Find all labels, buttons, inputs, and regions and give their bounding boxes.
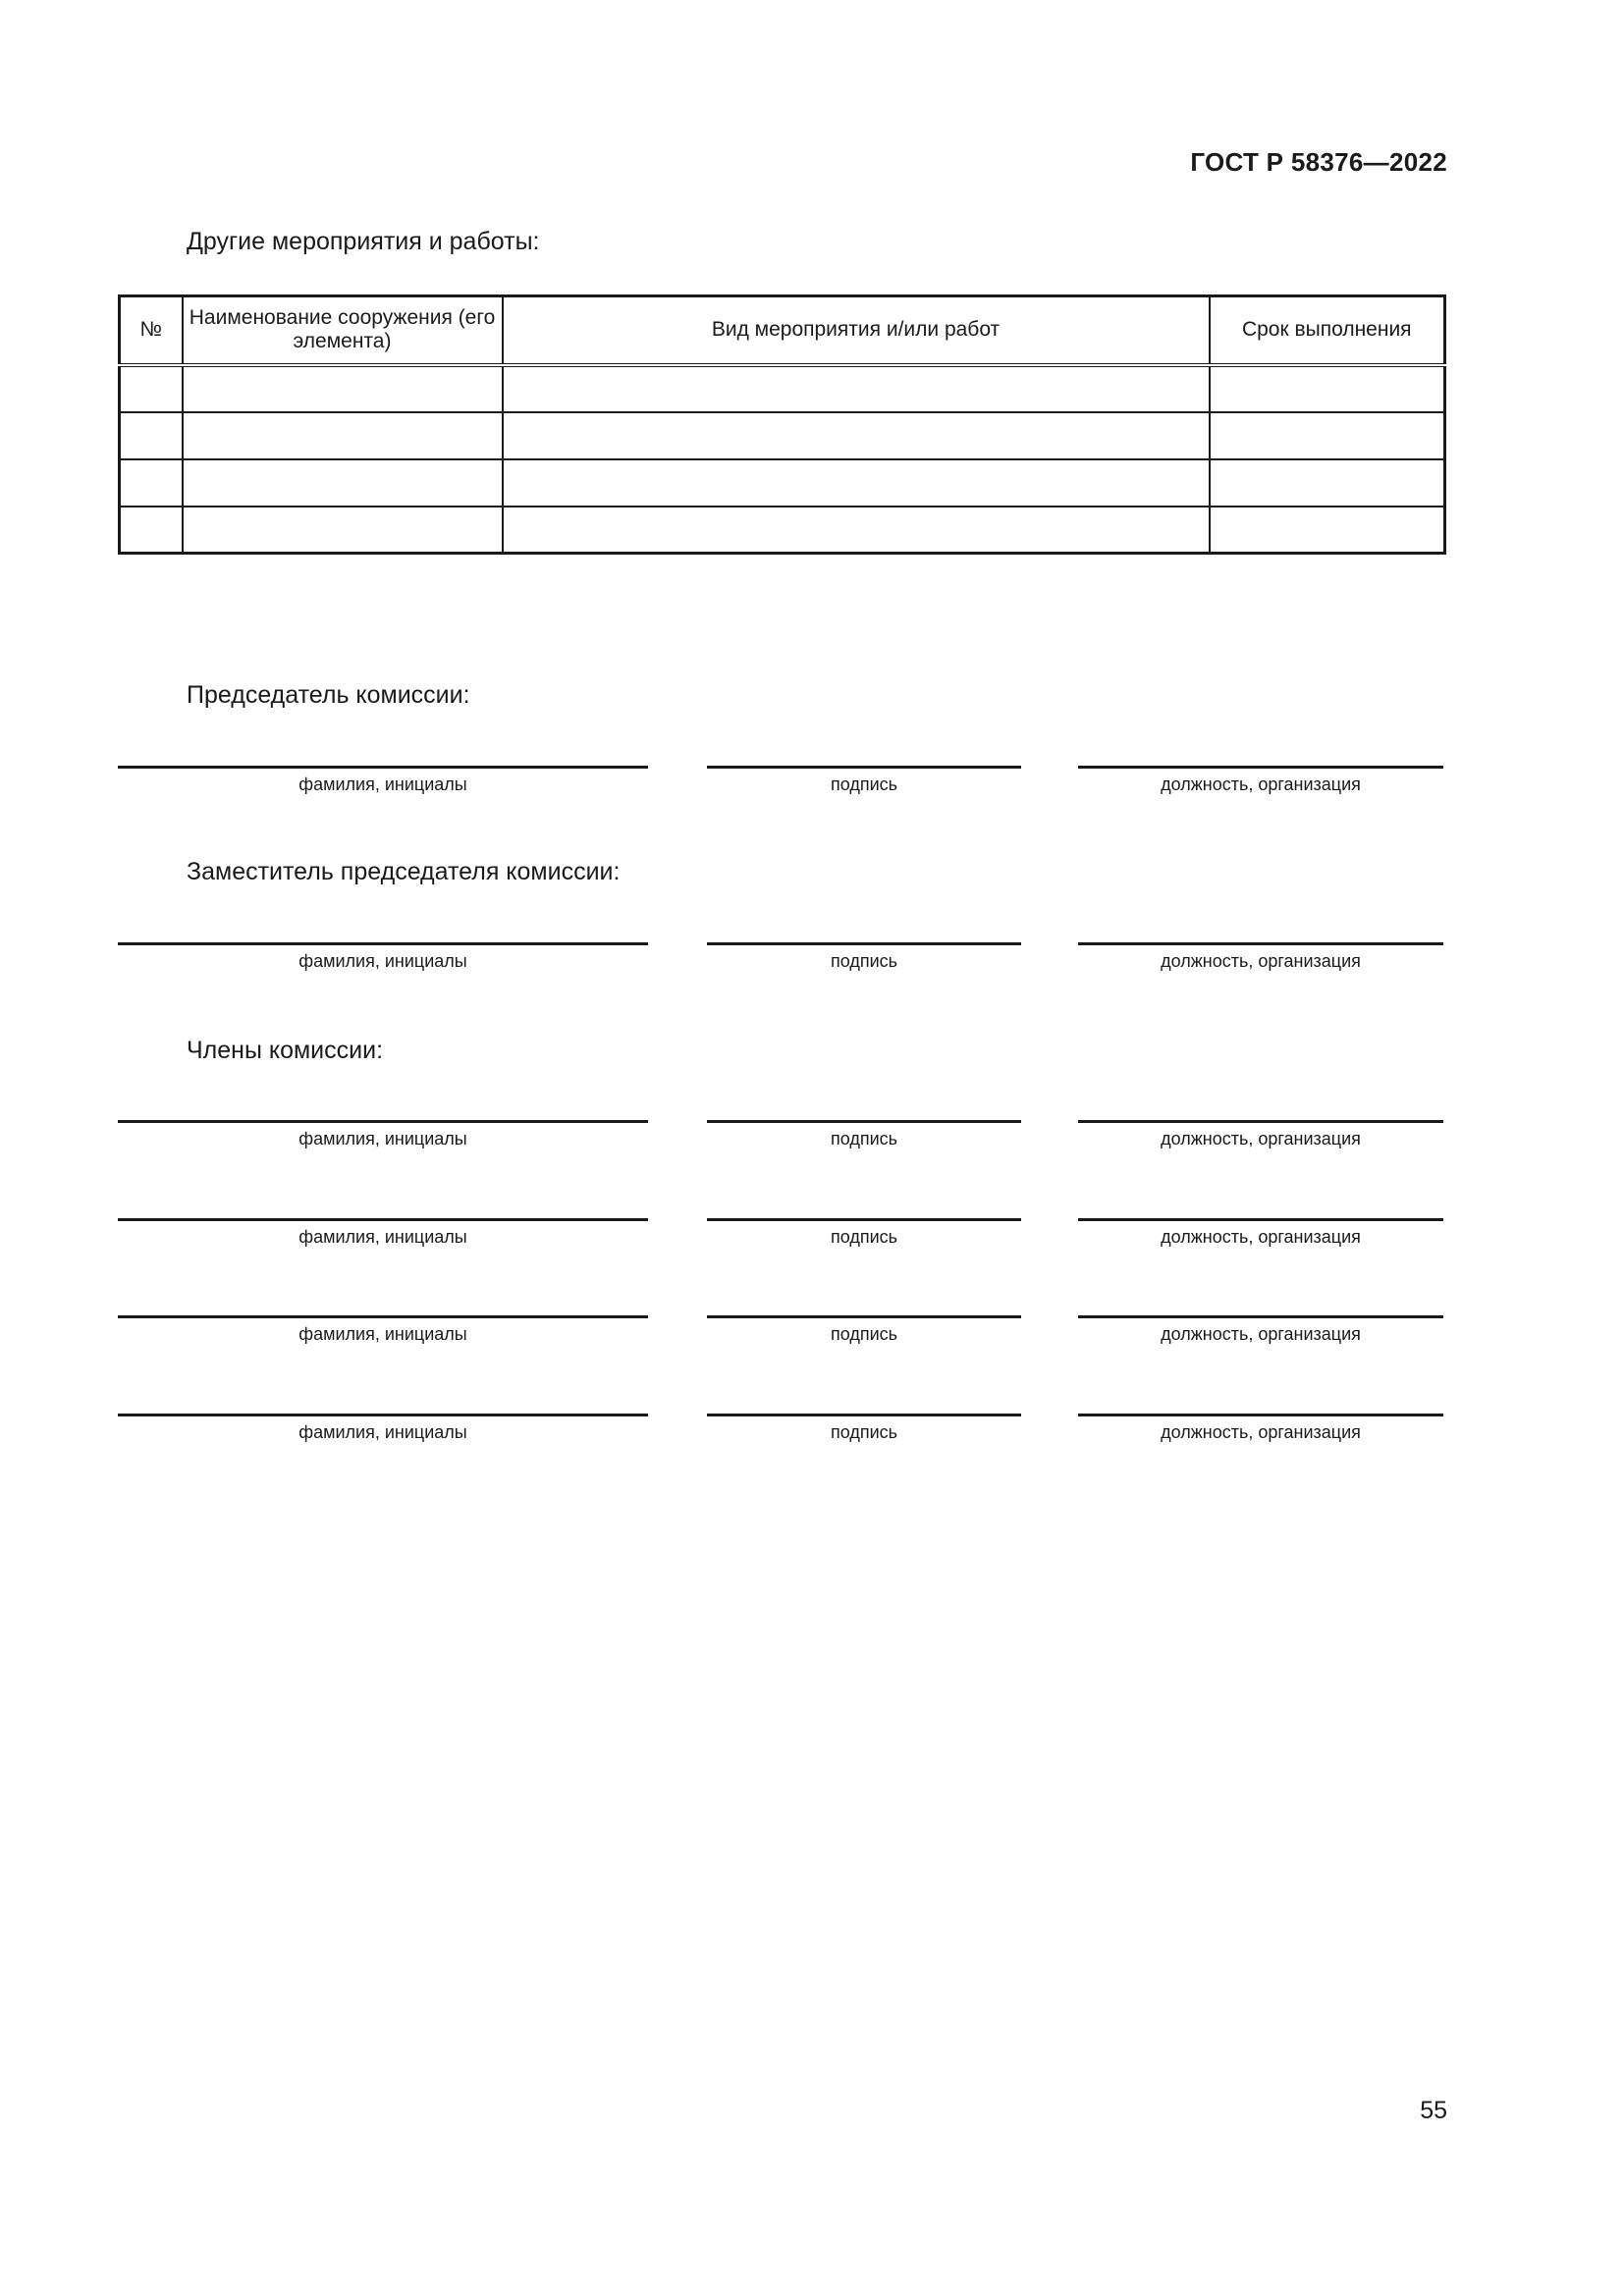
member-signature-row [118,1414,1443,1453]
name-caption: фамилия, инициалы [298,774,467,794]
signature-caption: подпись [830,1422,898,1442]
name-field[interactable] [118,1414,648,1443]
signature-field[interactable] [707,942,1021,972]
position-field[interactable] [1078,766,1443,795]
signature-line [707,1218,1021,1221]
position-caption: должность, организация [1161,951,1361,971]
works-table [118,294,1446,555]
chairman-title: Председатель комиссии: [187,681,470,709]
table-cell[interactable] [120,507,183,554]
name-caption: фамилия, инициалы [298,1422,467,1442]
table-cell[interactable] [183,459,503,507]
column-header-deadline: Срок выполнения [1210,296,1445,365]
document-code: ГОСТ Р 58376—2022 [1190,147,1447,177]
signature-caption: подпись [830,1324,898,1344]
signature-line [1078,1218,1443,1221]
signature-field[interactable] [707,766,1021,795]
signature-field[interactable] [707,1120,1021,1149]
name-field[interactable] [118,1120,648,1149]
table-cell[interactable] [183,507,503,554]
table-cell[interactable] [183,412,503,459]
table-cell[interactable] [503,459,1210,507]
name-field[interactable] [118,942,648,972]
table-cell[interactable] [183,365,503,412]
member-signature-row [118,1218,1443,1257]
position-caption: должность, организация [1161,1129,1361,1148]
position-field[interactable] [1078,1120,1443,1149]
name-field[interactable] [118,766,648,795]
table-cell[interactable] [120,365,183,412]
table-cell[interactable] [1210,459,1445,507]
member-signature-row [118,1120,1443,1159]
signature-caption: подпись [830,1227,898,1247]
deputy-title: Заместитель председателя комиссии: [187,858,621,885]
table-row [120,507,1445,554]
table-cell[interactable] [1210,365,1445,412]
signature-line [1078,1414,1443,1416]
member-signature-row [118,1315,1443,1355]
name-field[interactable] [118,1218,648,1248]
position-caption: должность, организация [1161,774,1361,794]
name-caption: фамилия, инициалы [298,1129,467,1148]
table-cell[interactable] [1210,507,1445,554]
name-field[interactable] [118,1315,648,1345]
name-caption: фамилия, инициалы [298,951,467,971]
works-section-title: Другие мероприятия и работы: [187,228,540,255]
column-header-activity: Вид мероприятия и/или работ [503,296,1210,365]
signature-line [1078,1120,1443,1123]
position-field[interactable] [1078,1414,1443,1443]
signature-caption: подпись [830,774,898,794]
column-header-number: № [120,296,183,365]
works-table-header [120,296,1445,365]
signature-line [707,1414,1021,1416]
signature-caption: подпись [830,1129,898,1148]
table-row [120,412,1445,459]
position-field[interactable] [1078,1218,1443,1248]
table-cell[interactable] [503,365,1210,412]
signature-line [707,766,1021,769]
position-caption: должность, организация [1161,1422,1361,1442]
members-title: Члены комиссии: [187,1037,384,1064]
name-caption: фамилия, инициалы [298,1324,467,1344]
table-cell[interactable] [503,412,1210,459]
chairman-signature-row [118,766,1443,805]
signature-line [118,1315,648,1318]
column-header-structure: Наименование сооружения (его элемента) [183,296,503,365]
table-cell[interactable] [1210,412,1445,459]
signature-line [1078,942,1443,945]
signature-line [118,766,648,769]
table-cell[interactable] [120,412,183,459]
signature-line [118,942,648,945]
page-number: 55 [1420,2097,1447,2124]
signature-line [707,1120,1021,1123]
signature-field[interactable] [707,1315,1021,1345]
signature-caption: подпись [830,951,898,971]
signature-line [118,1218,648,1221]
signature-field[interactable] [707,1218,1021,1248]
table-row [120,459,1445,507]
position-field[interactable] [1078,942,1443,972]
signature-field[interactable] [707,1414,1021,1443]
name-caption: фамилия, инициалы [298,1227,467,1247]
deputy-signature-row [118,942,1443,982]
table-row [120,365,1445,412]
position-caption: должность, организация [1161,1324,1361,1344]
position-field[interactable] [1078,1315,1443,1345]
signature-line [118,1414,648,1416]
signature-line [707,1315,1021,1318]
signature-line [1078,1315,1443,1318]
signature-line [707,942,1021,945]
signature-line [1078,766,1443,769]
signature-line [118,1120,648,1123]
table-cell[interactable] [120,459,183,507]
table-cell[interactable] [503,507,1210,554]
position-caption: должность, организация [1161,1227,1361,1247]
